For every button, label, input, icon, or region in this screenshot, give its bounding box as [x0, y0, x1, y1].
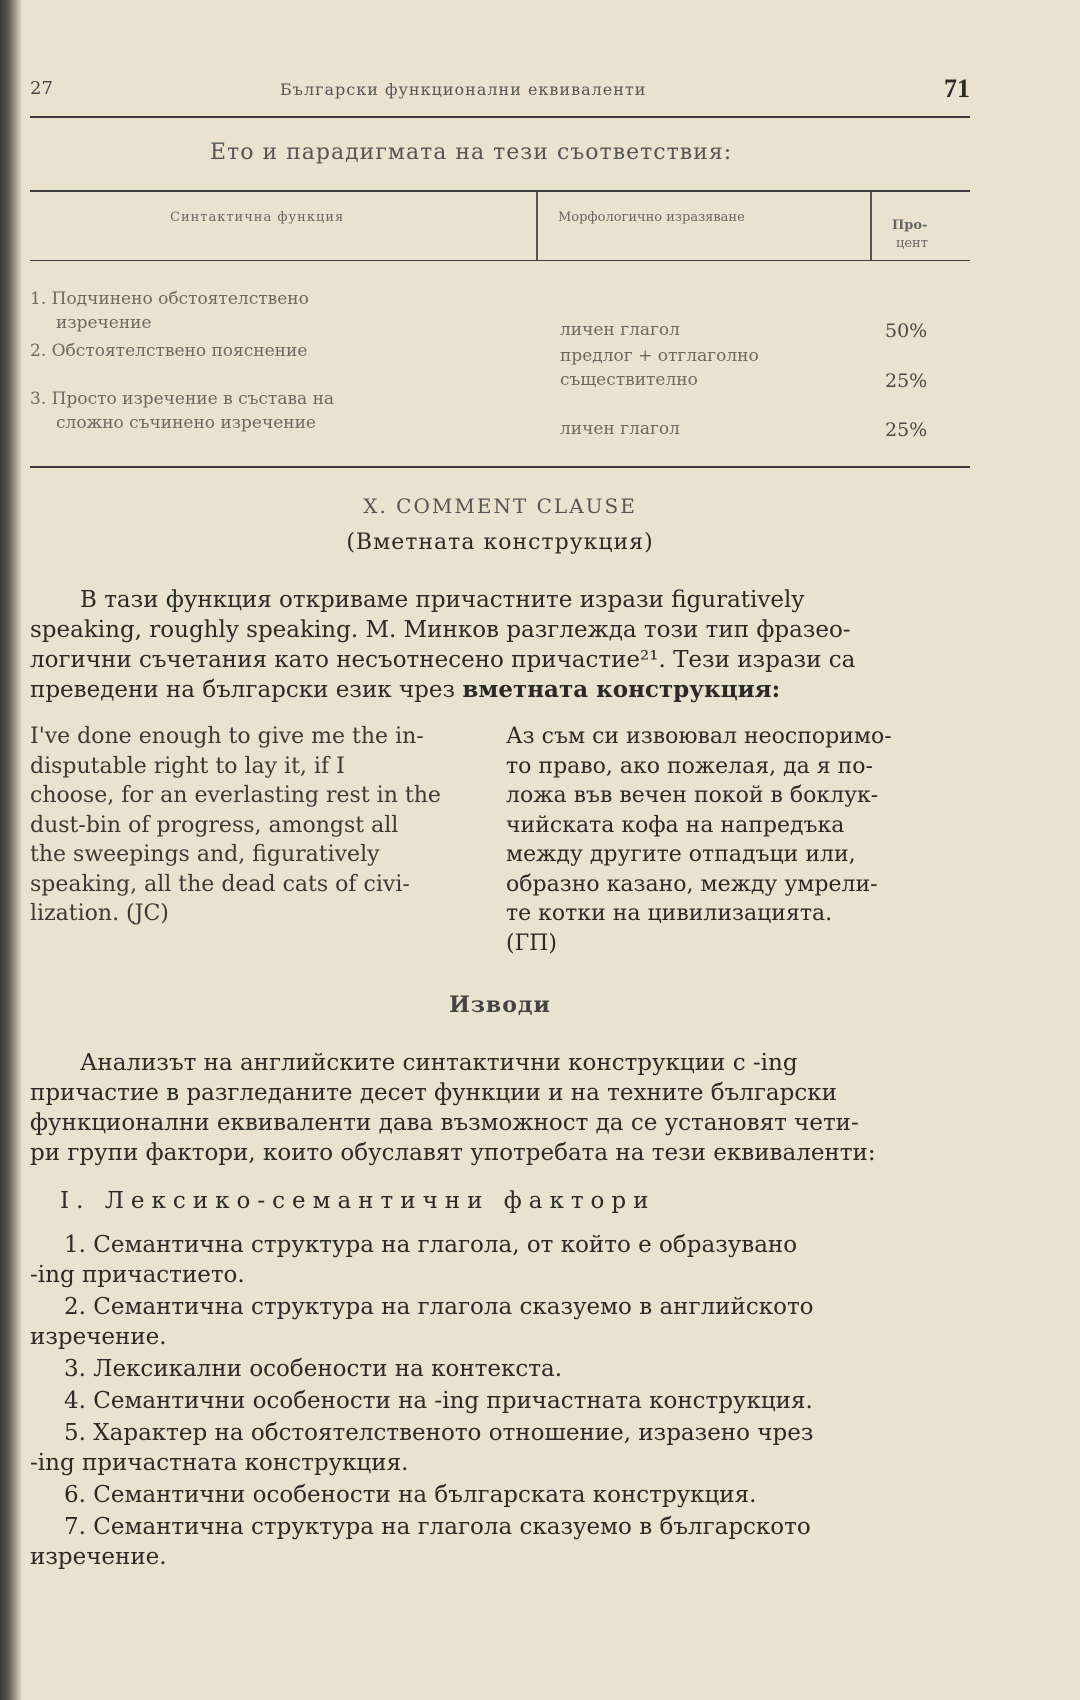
row-1-morph: личен глагол [560, 320, 680, 340]
table-intro: Ето и парадигмата на тези съответствия: [210, 140, 733, 165]
list-item: 1. Семантична структура на глагола, от който е образувано [64, 1232, 798, 1258]
section-title: X. COMMENT CLAUSE [363, 494, 637, 518]
paragraph-conclusions: Анализът на английските синтактични конструкции с -ing причастие в разгледаните десет функции и на техните български функционални еквиваленти дава възможност да се установят чети- ри групи фактори, които обуславят употребата на тези еквиваленти: [30, 1050, 876, 1166]
list-item: 7. Семантична структура на глагола сказуемо в българското [64, 1514, 811, 1540]
col-header-morphological: Морфологично изразяване [558, 210, 745, 225]
list-item: -ing причастната конструкция. [30, 1450, 409, 1476]
row-3-function: 3. Просто изречение в състава на сложно съчинено изречение [30, 389, 335, 433]
header-title: Български функционални еквиваленти [280, 80, 647, 99]
table-divider [536, 192, 538, 260]
list-item: 5. Характер на обстоятелственото отношение, изразено чрез [64, 1420, 814, 1446]
row-1-function: 1. Подчинено обстоятелствено изречение [30, 289, 309, 333]
row-1-percent: 50% [885, 320, 928, 342]
list-item: -ing причастието. [30, 1262, 245, 1288]
list-item: 6. Семантични особености на българската конструкция. [64, 1482, 757, 1508]
paragraph-comment-clause: В тази функция откриваме причастните изрази figuratively speaking, roughly speaking. М. Минков разглежда този тип фразео- логични съчетания като несъотнесено причастие²¹. Тези изрази са преведени на български език чрез вметната конструкция: [30, 587, 856, 703]
list-item: 4. Семантични особености на -ing причастната конструкция. [64, 1388, 813, 1414]
list-item: 3. Лексикални особености на контекста. [64, 1356, 563, 1382]
table-divider [870, 192, 872, 260]
book-spine-shadow [0, 0, 22, 1700]
col-header-percent-1: Про- [892, 218, 928, 233]
example-bulgarian: Аз съм си извоювал неоспоримо- то право, ако пожелая, да я по- ложа във вечен покой в боклук- чийската кофа на напредъка между другите отпадъци или, образно казано, между умрели- те котки на цивилизацията. (ГП) [506, 724, 892, 956]
row-2-morph: предлог + отглаголно съществително [560, 346, 759, 390]
row-2-percent: 25% [885, 370, 928, 392]
bold-term: вметната конструкция: [462, 676, 781, 703]
col-header-percent-2: цент [896, 236, 928, 251]
list-item: изречение. [30, 1324, 167, 1350]
table-top-rule [30, 190, 970, 192]
row-2-function: 2. Обстоятелствено пояснение [30, 341, 308, 361]
header-rule [30, 116, 970, 118]
header-section-number: 27 [30, 78, 53, 99]
section-subtitle: (Вметната конструкция) [346, 530, 654, 555]
page-number: 71 [944, 74, 970, 103]
table-header-rule [30, 260, 970, 261]
conclusions-heading: Изводи [449, 992, 551, 1018]
list-item: 2. Семантична структура на глагола сказуемо в английското [64, 1294, 814, 1320]
list-item: изречение. [30, 1544, 167, 1570]
example-english: I've done enough to give me the in- disputable right to lay it, if I choose, for an everlasting rest in the dust-bin of progress, amongst all the sweepings and, figuratively speaking, all the dead cats of civi- lization. (JC) [30, 724, 441, 926]
table-bottom-rule [30, 466, 970, 468]
row-3-morph: личен глагол [560, 419, 680, 439]
col-header-syntactic: Синтактична функция [170, 210, 345, 225]
factor-group-heading: I. Лексико-семантични фактори [60, 1188, 656, 1214]
row-3-percent: 25% [885, 419, 928, 441]
book-page [30, 0, 1030, 1700]
running-header [30, 74, 970, 114]
